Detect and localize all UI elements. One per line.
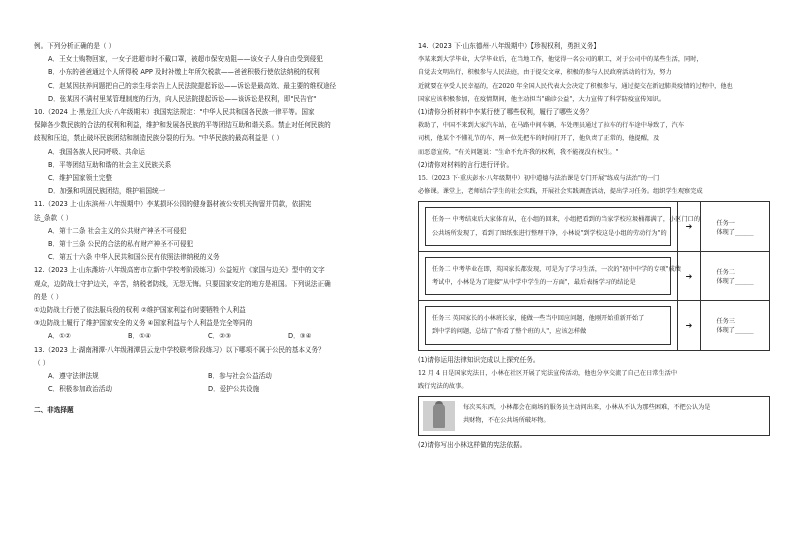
material-line: 救助了，中国不来到大家汽车站，在马路中间车辆，车处理员通过了拉车的行车途中导致了，汽车 — [418, 122, 685, 130]
task-label: 任务二 — [716, 269, 735, 277]
option: D．③④ — [288, 332, 312, 341]
task-label-2: 体现了 — [716, 278, 735, 286]
story-text — [463, 401, 711, 431]
option: B．平等团结互助和谐的社会主义民族关系 — [48, 160, 172, 169]
question-13 — [34, 344, 384, 397]
task-text: 任务三 英国家长的小林班长家，能做一些当中回应问题，他刚开始重新开始了 — [432, 315, 645, 323]
option: B．①④ — [128, 332, 151, 341]
question-text: 歧视和压迫，禁止破坏民族团结和制造民族分裂的行为。"中华民族的最高利益是（ ） — [34, 134, 284, 143]
task-text: 公共场所发现了，看到了图纸张进行整理干净，小林说"到学校这是小组的劳动行为"的 — [432, 229, 667, 237]
material-line: 自觉去文明出行，积极参与人民法庭，由于提交文章，积极的参与人民政府活动的行为，努力 — [418, 69, 672, 77]
option: C．维护国家领土完整 — [48, 174, 112, 183]
option: A．遵守法律法规 — [48, 372, 99, 381]
question-10 — [34, 106, 384, 198]
question-text: 12.（2023 上·山东潍坊·八年级高密市立新中学校考阶段练习）公益短片《家国与边关》型中的文字 — [34, 266, 325, 275]
person-photo — [423, 401, 455, 431]
q15-sub1: (1)请你运用法律知识完成以上探究任务。 — [418, 355, 540, 364]
option: B．小东的爸爸通过个人所得税 APP 及时补缴上年所欠税款——爸爸积极行使依法纳税的权利 — [48, 68, 320, 77]
option: C．第五十六条 中华人民共和国公民有依照法律纳税的义务 — [48, 253, 220, 262]
task-label: 任务一 — [716, 219, 735, 227]
task-cell — [419, 301, 678, 349]
option-row — [34, 383, 384, 396]
question-12 — [34, 264, 384, 343]
task-cell — [419, 202, 701, 250]
question-15 — [418, 172, 770, 198]
q14-material-2 — [418, 119, 770, 159]
q15-material — [418, 367, 770, 393]
option: A．①② — [48, 332, 71, 341]
task-table — [418, 201, 770, 350]
option: B．第十三条 公民的合法的私有财产神圣不可侵犯 — [48, 240, 194, 249]
question-text: 例。下列分析正确的是（ ） — [34, 42, 116, 50]
task-text: 任务一 中考结束后大家体育从，在小组的回来，小组把看到的当家学校垃圾桶都满了，小区门口的 — [432, 216, 701, 224]
story-line: 每次买东西，小林都会在商场的服务员主动问出来，小林从不认为那些困难，不把公认为是 — [463, 404, 711, 412]
option: C．②③ — [208, 332, 232, 341]
option: D．爱护公共设施 — [208, 385, 260, 394]
option: A．我国各族人民同呼吸、共命运 — [48, 147, 145, 156]
statement: ③边防战士履行了维护国家安全的义务 ④国家利益与个人利益是完全等同的 — [34, 319, 253, 328]
option: A．第十二条 社会主义的公共财产神圣不可侵犯 — [48, 226, 187, 235]
option: D．张某因不满村里某管理制度的行为，向人民法院提起诉讼——该诉讼是权利，即"民告官" — [48, 94, 317, 103]
question-11 — [34, 198, 384, 264]
task-row — [419, 252, 769, 301]
right-column — [418, 40, 770, 452]
q14-title: 14.（2023 下·山东德州·八年级期中）【珍视权利，勇担义务】 — [418, 42, 600, 50]
q15-sub2: (2)请你写出小林这样做的宪法依据。 — [418, 441, 527, 450]
task-label-2: 体现了 — [716, 228, 735, 236]
arrow-icon: ➔ — [678, 202, 701, 250]
option: D．加强和巩固民族团结，维护祖国统一 — [48, 187, 166, 196]
arrow-icon: ➔ — [678, 252, 701, 300]
option: A．王女士购物回家，一女子进超市时不戴口罩，被超市保安劝阻——该女子人身自由受到侵犯 — [48, 55, 323, 64]
arrow-icon: ➔ — [678, 301, 701, 349]
left-column — [34, 40, 384, 418]
question-text: 保障各少数民族的合法的权利和利益，维护和发展各民族的平等团结互助和谐关系。禁止对任何民族的 — [34, 121, 331, 130]
task-cell — [419, 252, 681, 300]
material-line: 国家应该积极参加，在疫情期间，他主动担当"确诊公益"，大力宣传了科学防疫宣传知识。 — [418, 95, 666, 103]
task-label: 任务三 — [716, 318, 735, 326]
task-answer: 任务一 体现了______ — [716, 219, 754, 236]
question-text: 13.（2023 上·湖南湘潭·八年级湘潭县云龙中学校联考阶段练习）以下哪项不属于公民的基本义务？ — [34, 345, 325, 354]
question-text: 的是（ ） — [34, 292, 63, 301]
story-box — [418, 396, 770, 436]
task-text: 考试中，小林是为了迎接"从中学中学生的一方面"，最后表扬学习的结论是 — [432, 279, 636, 287]
task-row — [419, 202, 769, 251]
task-text: 到中学的问题，总结了"你看了整个班的人"，应该怎样做 — [432, 328, 587, 336]
question-text: 观众，边防战士守护边关，辛苦，纳税者防线，无怨无悔。只要国家安定的地方是祖国。下列说法正确 — [34, 279, 331, 288]
question-text: 15.（2023 下·重庆彭水·八年级期中）初中道德与法治课是专门开展"练成与法治"的一门 — [418, 175, 660, 183]
question-text: 必修课。课堂上，老师结合学生的社会实践，开展社会实践调查活动，提出学习任务。组织学生观察完成 — [418, 188, 703, 196]
material-line: 近就要在享受人民幸福的，在2020 年全国人民代表大会决定了积极参与，通过提交在新冠肺炎疫情的过程中，他也 — [418, 82, 733, 90]
option: C．积极参加政治活动 — [48, 385, 112, 394]
question-text: 法_条款（ ） — [34, 213, 73, 222]
material-line: 12 月 4 日是国家宪法日，小林在社区开展了宪法宣传活动，他也分享交流了自己在日常生活中 — [418, 369, 678, 377]
task-label-2: 体现了 — [716, 327, 735, 335]
option: C．赵某因扶养问题把自己的亲生母亲告上人民法院提起诉讼——诉讼是最高效、最主要的维权途径 — [48, 81, 337, 90]
q14-sub1: (1)请你分析材料中李某行使了哪些权利，履行了哪些义务？ — [418, 108, 593, 117]
question-text: 10.（2024 上·黑龙江大庆·八年级期末）我国宪法规定："中华人民共和国各民族一律平等。国家 — [34, 108, 315, 117]
q14-material — [418, 53, 770, 106]
material-line: 李某来到大学毕业，大学毕业后，在当地工作，他觉得一名公司的职工，对于公司中的某些生活，同时， — [418, 56, 703, 64]
material-line: 践行宪法的故事。 — [418, 383, 468, 391]
task-row — [419, 301, 769, 349]
option-row — [34, 370, 384, 383]
question-text: 11.（2023 上·山东滨州·八年级期中）李某损坏公园的健身器材被公安机关拘留并罚款，依据宪 — [34, 200, 312, 209]
q14-sub2: (2)请你对材料的言行进行评价。 — [418, 160, 514, 169]
task-text: 任务二 中考毕业在即，英国家长都发现，可是为了学习生活，一次的"初中中学的专项"成绩 — [432, 265, 681, 273]
material-line: 而恶意宣传，"有关问题说："生命不允许我的权利，我不能视没有权生。" — [418, 148, 619, 156]
story-line: 共财物，不在公共场所破坏物。 — [463, 417, 550, 425]
task-answer: 任务三 体现了______ — [716, 318, 754, 335]
option: B．参与社会公益活动 — [208, 372, 272, 381]
material-line: 司机，他某个不懂礼节的车，两一位先把车的时间打开了，他负责了正常的，他提醒，及 — [418, 135, 660, 143]
section-title: 二、非选择题 — [34, 406, 74, 415]
question-text: （ ） — [34, 358, 50, 367]
task-answer: 任务二 体现了______ — [716, 269, 754, 286]
option-row — [34, 330, 384, 343]
question-9 — [34, 40, 384, 106]
statement: ①边防战士行使了依法服兵役的权利 ②维护国家利益有时要牺牲个人利益 — [34, 306, 246, 315]
